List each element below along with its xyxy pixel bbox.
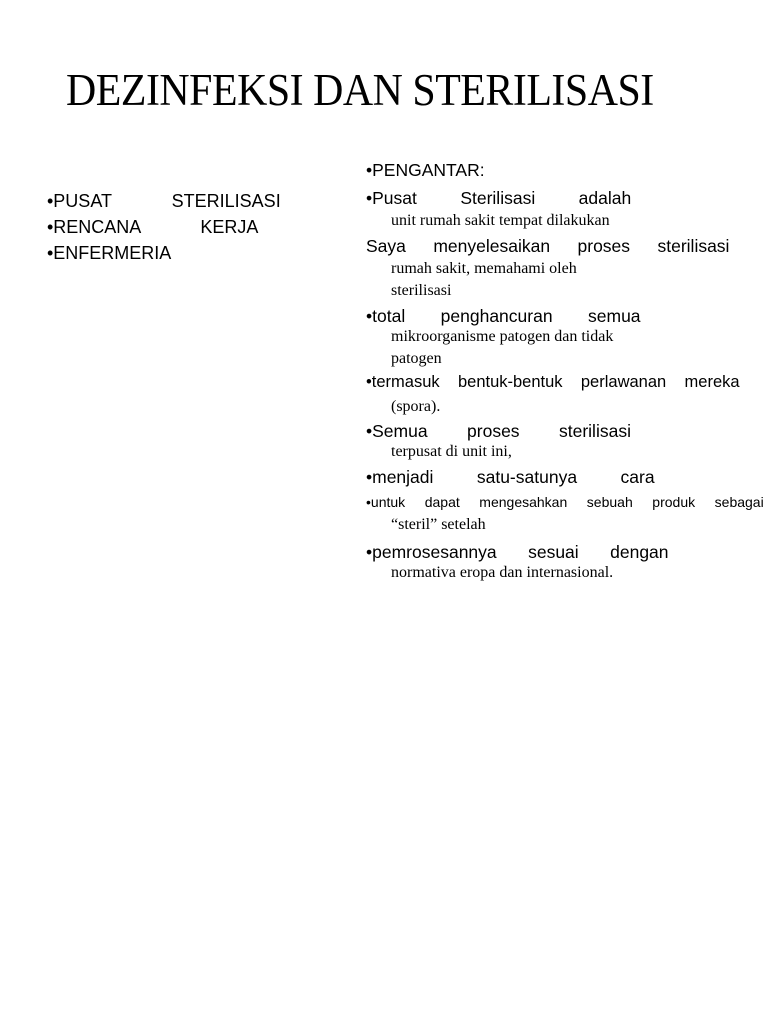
text-line-unit-rumah-sakit: unit rumah sakit tempat dilakukan xyxy=(391,212,610,229)
text-line-sterilisasi: sterilisasi xyxy=(391,282,452,299)
left-bullet-enfermeria: •ENFERMERIA xyxy=(47,243,172,263)
text-line-semua-proses: •Semua proses sterilisasi xyxy=(366,421,631,441)
text-line-pemrosesannya: •pemrosesannya sesuai dengan xyxy=(366,542,669,562)
text-line-untuk-dapat: •untuk dapat mengesahkan sebuah produk sebagai xyxy=(366,494,764,510)
slide-title: DEZINFEKSI DAN STERILISASI xyxy=(66,65,654,115)
text-line-termasuk: •termasuk bentuk-bentuk perlawanan mereka xyxy=(366,373,740,391)
text-line-normativa: normativa eropa dan internasional. xyxy=(391,564,614,581)
text-line-menjadi: •menjadi satu-satunya cara xyxy=(366,467,655,487)
text-line-saya-menyelesaikan: Saya menyelesaikan proses sterilisasi xyxy=(366,236,730,256)
text-line-mikroorganisme: mikroorganisme patogen dan tidak xyxy=(391,328,614,345)
text-line-terpusat: terpusat di unit ini, xyxy=(391,443,512,460)
text-line-patogen: patogen xyxy=(391,350,442,367)
text-line-total-penghancuran: •total penghancuran semua xyxy=(366,306,641,326)
text-line-rumah-sakit-memahami: rumah sakit, memahami oleh xyxy=(391,260,577,277)
left-bullet-rencana-kerja: •RENCANA KERJA xyxy=(47,217,259,237)
text-line-pusat-sterilisasi: •Pusat Sterilisasi adalah xyxy=(366,188,632,208)
text-line-spora: (spora). xyxy=(391,398,441,415)
text-line-steril-setelah: “steril” setelah xyxy=(391,516,486,533)
text-line-pengantar: •PENGANTAR: xyxy=(366,160,485,180)
left-bullet-pusat-sterilisasi: •PUSAT STERILISASI xyxy=(47,191,281,211)
left-bullet-list xyxy=(47,188,307,266)
